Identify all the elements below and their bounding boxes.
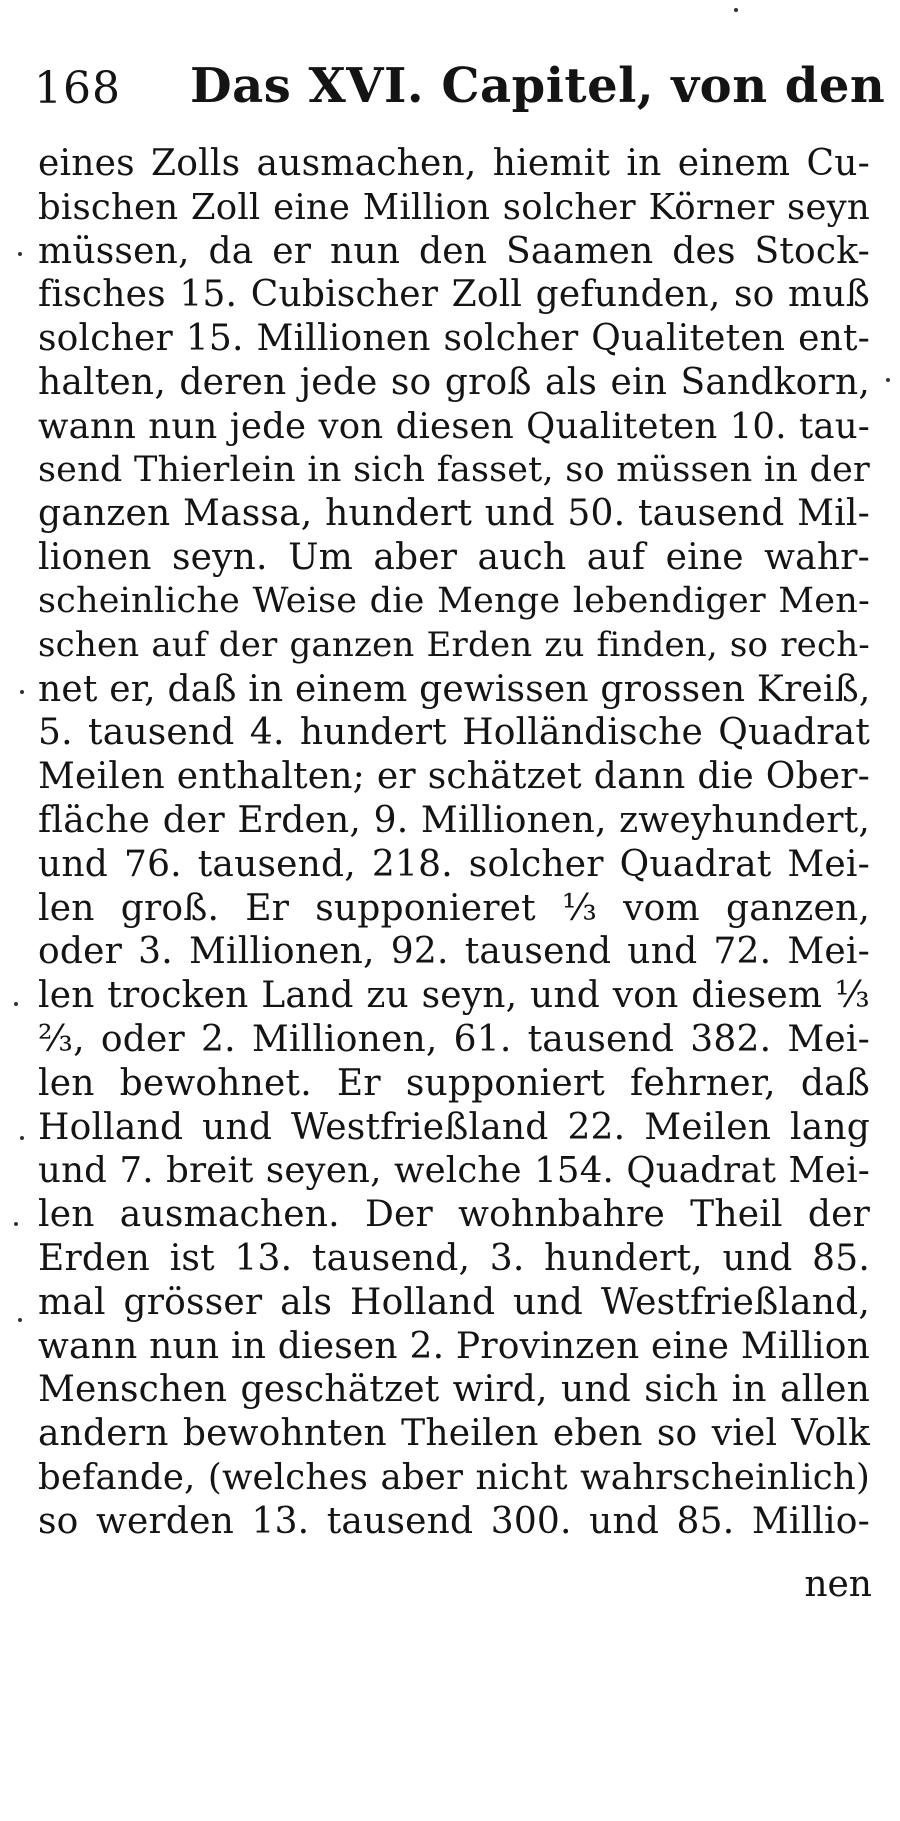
text-line: bischen Zoll eine Million solcher Körner seyn xyxy=(38,186,870,228)
text-line: andern bewohnten Theilen eben so viel Volk xyxy=(38,1413,870,1455)
page-number: 168 xyxy=(34,63,121,114)
print-speck xyxy=(20,690,24,694)
text-line: Meilen enthalten; er schätzet dann die Ober- xyxy=(38,756,870,798)
print-speck xyxy=(14,1002,18,1006)
print-speck xyxy=(18,1318,22,1322)
text-line: eines Zolls ausmachen, hiemit in einem Cu- xyxy=(38,143,870,184)
text-line: 5. tausend 4. hundert Holländische Quadrat xyxy=(38,712,870,754)
text-line: Holland und Westfrießland 22. Meilen lang xyxy=(38,1106,870,1148)
text-line: solcher 15. Millionen solcher Qualiteten ent- xyxy=(38,318,870,360)
text-line: net er, daß in einem gewissen grossen Kreiß, xyxy=(38,668,871,710)
text-line: ganzen Massa, hundert und 50. tausend Mil- xyxy=(38,493,870,535)
text-line: Menschen geschätzet wird, und sich in allen xyxy=(38,1369,870,1411)
print-speck xyxy=(18,252,22,256)
text-line: schen auf der ganzen Erden zu finden, so rech- xyxy=(38,624,870,665)
print-speck xyxy=(886,378,890,382)
text-line: oder 3. Millionen, 92. tausend und 72. Mei- xyxy=(38,931,870,973)
catchword: nen xyxy=(804,1564,872,1605)
text-line: halten, deren jede so groß als ein Sandkorn, xyxy=(38,361,870,403)
text-line: ⅔, oder 2. Millionen, 61. tausend 382. Mei- xyxy=(38,1018,870,1060)
text-line: müssen, da er nun den Saamen des Stock- xyxy=(38,230,870,272)
text-line: fisches 15. Cubischer Zoll gefunden, so muß xyxy=(38,274,870,316)
text-line: mal grösser als Holland und Westfrießland, xyxy=(38,1281,870,1323)
running-head xyxy=(34,56,886,116)
text-line: Erden ist 13. tausend, 3. hundert, und 85. xyxy=(38,1237,870,1279)
print-speck xyxy=(20,1136,24,1140)
text-line: len ausmachen. Der wohnbahre Theil der xyxy=(38,1194,870,1236)
text-line: len trocken Land zu seyn, und von diesem ⅓ xyxy=(38,975,870,1017)
text-line: und 7. breit seyen, welche 154. Quadrat Mei- xyxy=(38,1150,870,1192)
text-line: lionen seyn. Um aber auch auf eine wahr- xyxy=(38,537,870,579)
text-line: wann nun jede von diesen Qualiteten 10. tau- xyxy=(38,405,870,447)
print-speck xyxy=(734,8,738,12)
text-line: send Thierlein in sich fasset, so müssen in der xyxy=(38,449,870,490)
text-line: befande, (welches aber nicht wahrscheinlich) xyxy=(38,1456,870,1498)
text-line: und 76. tausend, 218. solcher Quadrat Mei- xyxy=(38,843,870,885)
text-line: so werden 13. tausend 300. und 85. Millio- xyxy=(38,1500,870,1542)
text-line: len groß. Er supponieret ⅓ vom ganzen, xyxy=(38,887,870,929)
text-line: len bewohnet. Er supponiert fehrner, daß xyxy=(38,1062,870,1104)
print-speck xyxy=(14,1222,18,1226)
chapter-header-title: Das XVI. Capitel, von den xyxy=(190,58,886,114)
text-line: scheinliche Weise die Menge lebendiger Men- xyxy=(38,580,870,621)
body-text xyxy=(38,142,870,1544)
text-line: wann nun in diesen 2. Provinzen eine Million xyxy=(38,1325,870,1367)
text-line: fläche der Erden, 9. Millionen, zweyhundert, xyxy=(38,799,870,841)
